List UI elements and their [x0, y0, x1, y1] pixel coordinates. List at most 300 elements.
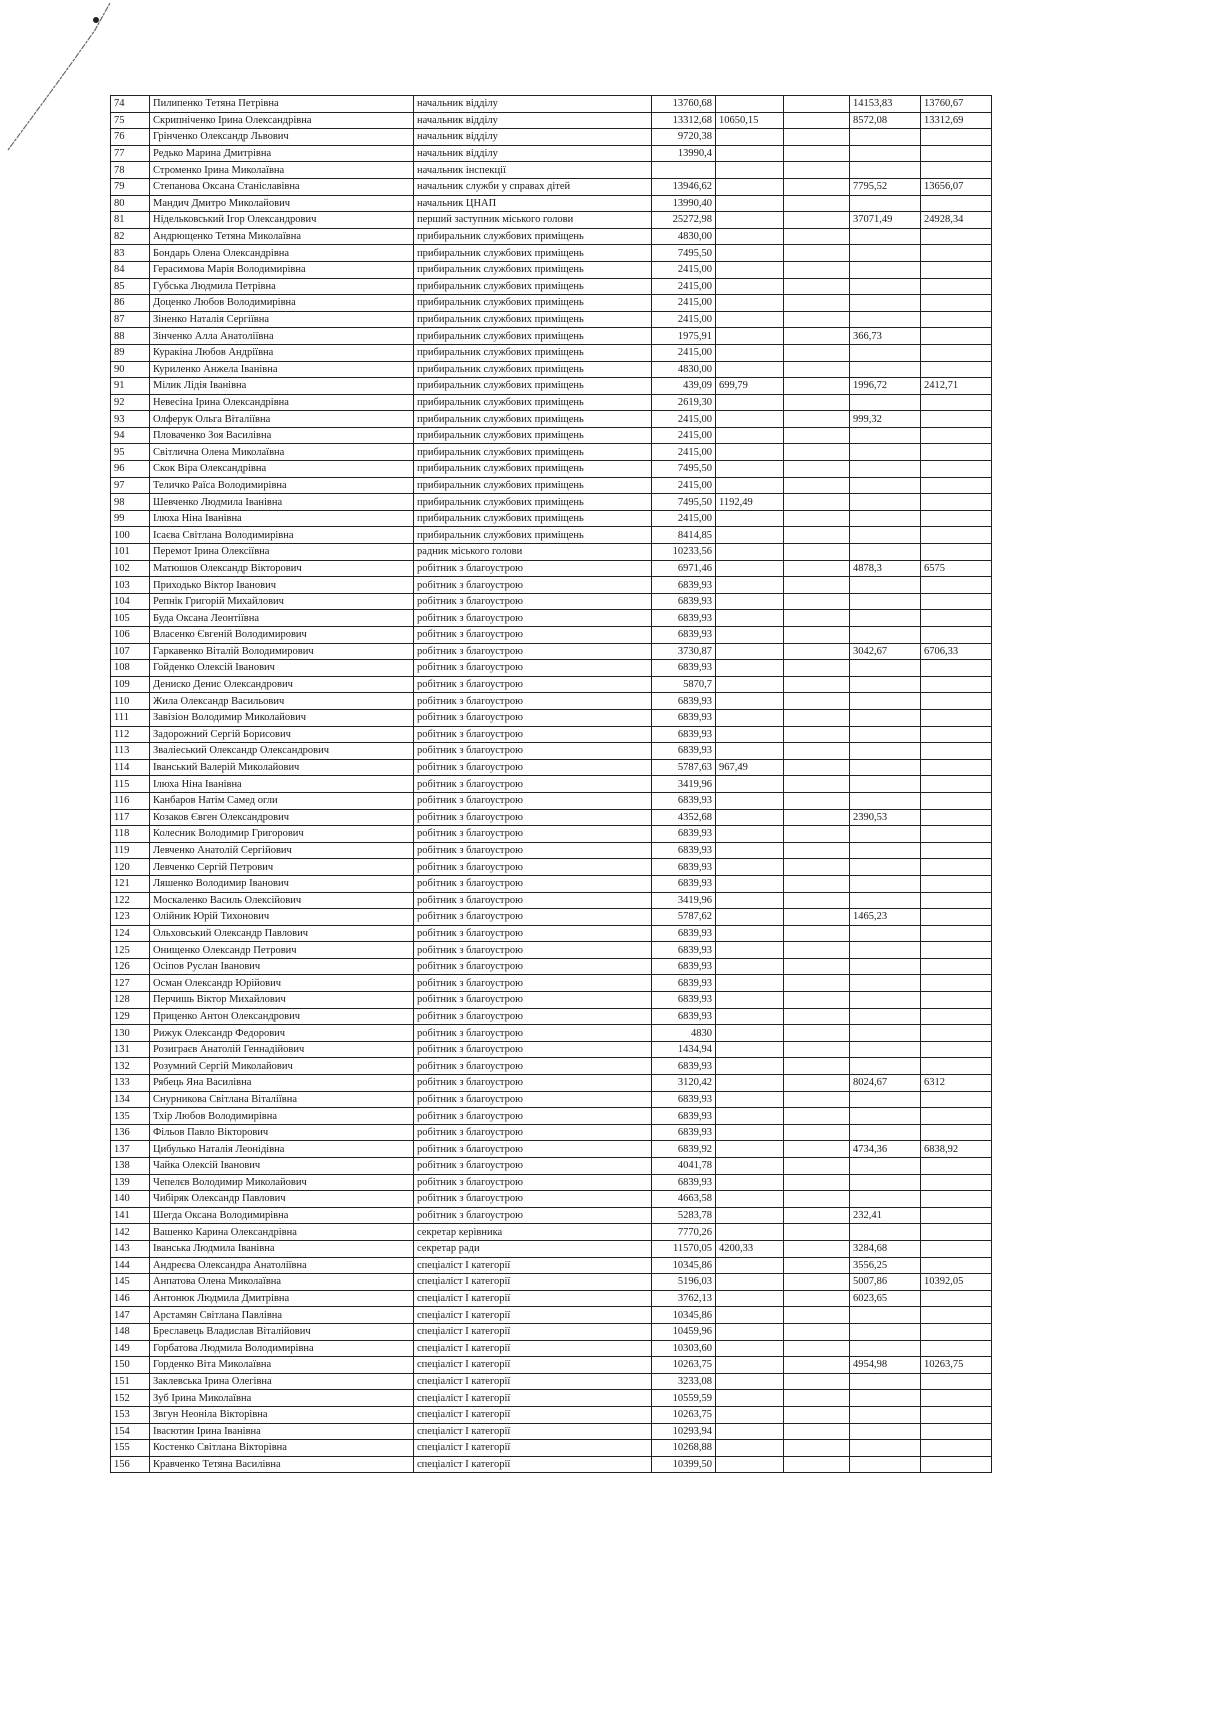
position-cell: робітник з благоустрою [414, 1141, 652, 1158]
table-row [111, 261, 992, 278]
amount-2-cell [716, 1307, 784, 1324]
amount-4-cell [850, 1423, 921, 1440]
amount-4-cell [850, 975, 921, 992]
amount-2-cell [716, 461, 784, 478]
amount-2-cell [716, 527, 784, 544]
position-cell: робітник з благоустрою [414, 643, 652, 660]
amount-1-cell: 1975,91 [652, 328, 716, 345]
row-number-cell: 76 [111, 129, 150, 146]
amount-1-cell: 10263,75 [652, 1357, 716, 1374]
amount-1-cell: 6839,93 [652, 593, 716, 610]
amount-3-cell [784, 444, 850, 461]
amount-4-cell: 2390,53 [850, 809, 921, 826]
amount-4-cell [850, 461, 921, 478]
amount-5-cell [921, 245, 992, 262]
amount-1-cell: 4663,58 [652, 1191, 716, 1208]
row-number-cell: 77 [111, 145, 150, 162]
amount-1-cell: 3419,96 [652, 892, 716, 909]
amount-2-cell [716, 743, 784, 760]
amount-3-cell [784, 245, 850, 262]
amount-3-cell [784, 1423, 850, 1440]
table-row [111, 1224, 992, 1241]
position-cell: спеціаліст І категорії [414, 1423, 652, 1440]
position-cell: прибиральник службових приміщень [414, 427, 652, 444]
table-row [111, 1307, 992, 1324]
row-number-cell: 90 [111, 361, 150, 378]
amount-4-cell [850, 842, 921, 859]
table-row [111, 162, 992, 179]
amount-2-cell [716, 1008, 784, 1025]
amount-3-cell [784, 1041, 850, 1058]
row-number-cell: 88 [111, 328, 150, 345]
amount-1-cell: 10268,88 [652, 1440, 716, 1457]
amount-2-cell [716, 162, 784, 179]
employee-name-cell: Пилипенко Тетяна Петрівна [150, 96, 414, 113]
amount-3-cell [784, 1307, 850, 1324]
amount-1-cell: 6839,93 [652, 726, 716, 743]
amount-4-cell [850, 1390, 921, 1407]
employee-name-cell: Левченко Анатолій Сергійович [150, 842, 414, 859]
employee-name-cell: Мілик Лідія Іванівна [150, 378, 414, 395]
amount-5-cell [921, 361, 992, 378]
employee-name-cell: Заклевська Ірина Олегівна [150, 1373, 414, 1390]
amount-5-cell [921, 627, 992, 644]
table-row [111, 278, 992, 295]
employee-name-cell: Москаленко Василь Олексійович [150, 892, 414, 909]
employee-name-cell: Жила Олександр Васильович [150, 693, 414, 710]
row-number-cell: 106 [111, 627, 150, 644]
amount-1-cell: 3120,42 [652, 1075, 716, 1092]
row-number-cell: 150 [111, 1357, 150, 1374]
table-row [111, 1340, 992, 1357]
position-cell: прибиральник службових приміщень [414, 261, 652, 278]
row-number-cell: 80 [111, 195, 150, 212]
table-row [111, 461, 992, 478]
employee-name-cell: Власенко Євгеній Володимирович [150, 627, 414, 644]
table-row [111, 875, 992, 892]
amount-2-cell [716, 676, 784, 693]
employee-name-cell: Зіненко Наталія Сергіївна [150, 311, 414, 328]
position-cell: спеціаліст І категорії [414, 1357, 652, 1374]
amount-4-cell [850, 195, 921, 212]
amount-1-cell: 5787,63 [652, 759, 716, 776]
amount-5-cell [921, 1025, 992, 1042]
amount-3-cell [784, 610, 850, 627]
table-row [111, 1108, 992, 1125]
position-cell: прибиральник службових приміщень [414, 344, 652, 361]
amount-5-cell [921, 344, 992, 361]
employee-name-cell: Анпатова Олена Миколаївна [150, 1274, 414, 1291]
position-cell: робітник з благоустрою [414, 1025, 652, 1042]
amount-3-cell [784, 1124, 850, 1141]
amount-1-cell: 1434,94 [652, 1041, 716, 1058]
amount-4-cell: 4878,3 [850, 560, 921, 577]
employee-name-cell: Герасимова Марія Володимирівна [150, 261, 414, 278]
amount-5-cell [921, 826, 992, 843]
amount-1-cell: 9720,38 [652, 129, 716, 146]
row-number-cell: 131 [111, 1041, 150, 1058]
amount-2-cell [716, 328, 784, 345]
table-row [111, 909, 992, 926]
amount-2-cell [716, 212, 784, 229]
amount-5-cell [921, 1240, 992, 1257]
amount-5-cell [921, 145, 992, 162]
row-number-cell: 111 [111, 709, 150, 726]
position-cell: робітник з благоустрою [414, 1191, 652, 1208]
employee-name-cell: Ісаєва Світлана Володимирівна [150, 527, 414, 544]
table-row [111, 792, 992, 809]
employee-name-cell: Рябець Яна Василівна [150, 1075, 414, 1092]
amount-5-cell [921, 892, 992, 909]
amount-2-cell [716, 942, 784, 959]
amount-5-cell [921, 328, 992, 345]
amount-1-cell: 3762,13 [652, 1290, 716, 1307]
table-row [111, 1274, 992, 1291]
table-row [111, 1456, 992, 1473]
amount-2-cell [716, 693, 784, 710]
row-number-cell: 94 [111, 427, 150, 444]
amount-1-cell: 2415,00 [652, 278, 716, 295]
row-number-cell: 103 [111, 577, 150, 594]
amount-5-cell [921, 660, 992, 677]
row-number-cell: 87 [111, 311, 150, 328]
amount-1-cell: 6839,92 [652, 1141, 716, 1158]
amount-2-cell: 967,49 [716, 759, 784, 776]
row-number-cell: 136 [111, 1124, 150, 1141]
position-cell: робітник з благоустрою [414, 1207, 652, 1224]
row-number-cell: 105 [111, 610, 150, 627]
position-cell: робітник з благоустрою [414, 1041, 652, 1058]
amount-4-cell: 3556,25 [850, 1257, 921, 1274]
table-row [111, 1058, 992, 1075]
amount-1-cell: 6839,93 [652, 958, 716, 975]
amount-2-cell [716, 544, 784, 561]
table-row [111, 394, 992, 411]
amount-3-cell [784, 1058, 850, 1075]
amount-5-cell [921, 1058, 992, 1075]
amount-5-cell: 6838,92 [921, 1141, 992, 1158]
row-number-cell: 152 [111, 1390, 150, 1407]
amount-3-cell [784, 560, 850, 577]
table-row [111, 859, 992, 876]
amount-3-cell [784, 1274, 850, 1291]
employee-name-cell: Арстамян Світлана Павлівна [150, 1307, 414, 1324]
amount-5-cell: 13312,69 [921, 112, 992, 129]
amount-3-cell [784, 826, 850, 843]
employee-name-cell: Бондарь Олена Олександрівна [150, 245, 414, 262]
amount-4-cell [850, 1307, 921, 1324]
amount-3-cell [784, 1224, 850, 1241]
amount-2-cell [716, 892, 784, 909]
row-number-cell: 112 [111, 726, 150, 743]
table-row [111, 1240, 992, 1257]
table-row [111, 328, 992, 345]
amount-1-cell: 4830 [652, 1025, 716, 1042]
amount-2-cell [716, 1323, 784, 1340]
amount-4-cell [850, 394, 921, 411]
table-row [111, 1440, 992, 1457]
amount-4-cell [850, 759, 921, 776]
amount-1-cell: 3730,87 [652, 643, 716, 660]
row-number-cell: 108 [111, 660, 150, 677]
amount-1-cell: 7495,50 [652, 494, 716, 511]
position-cell: спеціаліст І категорії [414, 1274, 652, 1291]
amount-3-cell [784, 510, 850, 527]
amount-5-cell: 24928,34 [921, 212, 992, 229]
amount-2-cell [716, 1041, 784, 1058]
employee-name-cell: Івасютин Ірина Іванівна [150, 1423, 414, 1440]
amount-2-cell [716, 278, 784, 295]
amount-3-cell [784, 1456, 850, 1473]
employee-name-cell: Колесник Володимир Григорович [150, 826, 414, 843]
employee-name-cell: Гойденко Олексій Іванович [150, 660, 414, 677]
amount-3-cell [784, 1158, 850, 1175]
amount-3-cell [784, 228, 850, 245]
employee-name-cell: Чайка Олексій Іванович [150, 1158, 414, 1175]
employee-name-cell: Цибулько Наталія Леонідівна [150, 1141, 414, 1158]
amount-2-cell [716, 958, 784, 975]
table-row [111, 361, 992, 378]
amount-5-cell [921, 1091, 992, 1108]
table-row [111, 842, 992, 859]
amount-3-cell [784, 1207, 850, 1224]
amount-3-cell [784, 1091, 850, 1108]
amount-3-cell [784, 295, 850, 312]
position-cell: прибиральник службових приміщень [414, 311, 652, 328]
employee-name-cell: Доценко Любов Володимирівна [150, 295, 414, 312]
row-number-cell: 140 [111, 1191, 150, 1208]
amount-5-cell [921, 444, 992, 461]
amount-3-cell [784, 1075, 850, 1092]
position-cell: прибиральник службових приміщень [414, 328, 652, 345]
table-row [111, 477, 992, 494]
row-number-cell: 129 [111, 1008, 150, 1025]
position-cell: робітник з благоустрою [414, 909, 652, 926]
amount-1-cell: 6839,93 [652, 925, 716, 942]
amount-3-cell [784, 709, 850, 726]
employee-name-cell: Ольховський Олександр Павлович [150, 925, 414, 942]
employee-name-cell: Антонюк Людмила Дмитрівна [150, 1290, 414, 1307]
row-number-cell: 86 [111, 295, 150, 312]
position-cell: прибиральник службових приміщень [414, 378, 652, 395]
amount-5-cell: 10263,75 [921, 1357, 992, 1374]
employee-name-cell: Канбаров Натім Самед огли [150, 792, 414, 809]
amount-1-cell: 6839,93 [652, 975, 716, 992]
employee-name-cell: Осіпов Руслан Іванович [150, 958, 414, 975]
amount-3-cell [784, 527, 850, 544]
row-number-cell: 133 [111, 1075, 150, 1092]
table-row [111, 1290, 992, 1307]
amount-2-cell [716, 1440, 784, 1457]
amount-2-cell: 699,79 [716, 378, 784, 395]
row-number-cell: 93 [111, 411, 150, 428]
position-cell: робітник з благоустрою [414, 627, 652, 644]
amount-4-cell [850, 627, 921, 644]
amount-3-cell [784, 344, 850, 361]
amount-2-cell: 10650,15 [716, 112, 784, 129]
amount-3-cell [784, 461, 850, 478]
amount-2-cell [716, 1390, 784, 1407]
table-row [111, 676, 992, 693]
amount-5-cell [921, 278, 992, 295]
employee-name-cell: Грінченко Олександр Львович [150, 129, 414, 146]
amount-4-cell [850, 859, 921, 876]
amount-3-cell [784, 892, 850, 909]
amount-5-cell [921, 726, 992, 743]
position-cell: прибиральник службових приміщень [414, 228, 652, 245]
amount-5-cell [921, 610, 992, 627]
table-row [111, 759, 992, 776]
amount-4-cell: 7795,52 [850, 178, 921, 195]
amount-2-cell [716, 1406, 784, 1423]
employee-name-cell: Тхір Любов Володимирівна [150, 1108, 414, 1125]
amount-4-cell [850, 494, 921, 511]
row-number-cell: 148 [111, 1323, 150, 1340]
amount-2-cell [716, 444, 784, 461]
row-number-cell: 146 [111, 1290, 150, 1307]
row-number-cell: 124 [111, 925, 150, 942]
position-cell: робітник з благоустрою [414, 975, 652, 992]
amount-4-cell [850, 544, 921, 561]
position-cell: начальник інспекції [414, 162, 652, 179]
amount-3-cell [784, 1323, 850, 1340]
amount-4-cell: 1465,23 [850, 909, 921, 926]
employee-name-cell: Скрипніченко Ірина Олександрівна [150, 112, 414, 129]
employee-name-cell: Ляшенко Володимир Іванович [150, 875, 414, 892]
amount-4-cell [850, 245, 921, 262]
employee-name-cell: Зінченко Алла Анатоліївна [150, 328, 414, 345]
amount-1-cell: 6839,93 [652, 792, 716, 809]
amount-4-cell [850, 295, 921, 312]
position-cell: начальник відділу [414, 129, 652, 146]
amount-4-cell [850, 527, 921, 544]
position-cell: робітник з благоустрою [414, 676, 652, 693]
employee-name-cell: Ілюха Ніна Іванівна [150, 776, 414, 793]
amount-4-cell: 3042,67 [850, 643, 921, 660]
row-number-cell: 128 [111, 992, 150, 1009]
employee-name-cell: Світлична Олена Миколаївна [150, 444, 414, 461]
employee-name-cell: Строменко Ірина Миколаївна [150, 162, 414, 179]
amount-3-cell [784, 1025, 850, 1042]
amount-2-cell [716, 178, 784, 195]
amount-1-cell: 2415,00 [652, 477, 716, 494]
amount-4-cell [850, 228, 921, 245]
amount-5-cell [921, 676, 992, 693]
position-cell: робітник з благоустрою [414, 560, 652, 577]
table-body [111, 96, 992, 1473]
amount-1-cell: 6839,93 [652, 660, 716, 677]
table-row [111, 610, 992, 627]
table-row [111, 295, 992, 312]
amount-5-cell: 13760,67 [921, 96, 992, 113]
row-number-cell: 89 [111, 344, 150, 361]
amount-5-cell: 10392,05 [921, 1274, 992, 1291]
table-row [111, 942, 992, 959]
amount-1-cell: 4041,78 [652, 1158, 716, 1175]
row-number-cell: 144 [111, 1257, 150, 1274]
amount-2-cell [716, 842, 784, 859]
amount-1-cell: 2415,00 [652, 510, 716, 527]
amount-5-cell [921, 1423, 992, 1440]
amount-3-cell [784, 477, 850, 494]
amount-2-cell [716, 776, 784, 793]
position-cell: спеціаліст І категорії [414, 1323, 652, 1340]
amount-2-cell [716, 1091, 784, 1108]
amount-1-cell: 10263,75 [652, 1406, 716, 1423]
employee-name-cell: Приценко Антон Олександрович [150, 1008, 414, 1025]
amount-2-cell [716, 826, 784, 843]
amount-4-cell [850, 726, 921, 743]
amount-3-cell [784, 577, 850, 594]
employee-name-cell: Шевченко Людмила Іванівна [150, 494, 414, 511]
amount-5-cell [921, 693, 992, 710]
position-cell: робітник з благоустрою [414, 693, 652, 710]
amount-3-cell [784, 261, 850, 278]
position-cell: начальник відділу [414, 96, 652, 113]
amount-2-cell [716, 145, 784, 162]
employee-name-cell: Ілюха Ніна Іванівна [150, 510, 414, 527]
table-row [111, 1091, 992, 1108]
amount-1-cell: 2415,00 [652, 411, 716, 428]
amount-1-cell: 13760,68 [652, 96, 716, 113]
amount-4-cell [850, 875, 921, 892]
amount-2-cell [716, 1158, 784, 1175]
amount-3-cell [784, 660, 850, 677]
amount-5-cell [921, 411, 992, 428]
position-cell: робітник з благоустрою [414, 892, 652, 909]
amount-4-cell [850, 1191, 921, 1208]
amount-4-cell [850, 311, 921, 328]
position-cell: робітник з благоустрою [414, 759, 652, 776]
amount-3-cell [784, 925, 850, 942]
row-number-cell: 78 [111, 162, 150, 179]
amount-4-cell [850, 693, 921, 710]
amount-4-cell [850, 593, 921, 610]
amount-1-cell: 4352,68 [652, 809, 716, 826]
amount-5-cell [921, 1290, 992, 1307]
table-row [111, 1423, 992, 1440]
amount-4-cell [850, 776, 921, 793]
amount-1-cell: 11570,05 [652, 1240, 716, 1257]
amount-4-cell [850, 1440, 921, 1457]
amount-3-cell [784, 875, 850, 892]
amount-2-cell [716, 627, 784, 644]
amount-2-cell [716, 1207, 784, 1224]
amount-1-cell: 10293,94 [652, 1423, 716, 1440]
table-row [111, 344, 992, 361]
amount-2-cell [716, 992, 784, 1009]
amount-3-cell [784, 1440, 850, 1457]
position-cell: прибиральник службових приміщень [414, 278, 652, 295]
row-number-cell: 75 [111, 112, 150, 129]
amount-1-cell: 6839,93 [652, 859, 716, 876]
amount-4-cell [850, 444, 921, 461]
amount-3-cell [784, 975, 850, 992]
position-cell: робітник з благоустрою [414, 610, 652, 627]
amount-1-cell: 5787,62 [652, 909, 716, 926]
employee-name-cell: Снурникова Світлана Віталіївна [150, 1091, 414, 1108]
amount-1-cell [652, 162, 716, 179]
amount-1-cell: 7495,50 [652, 461, 716, 478]
amount-2-cell [716, 1373, 784, 1390]
position-cell: робітник з благоустрою [414, 809, 652, 826]
position-cell: прибиральник службових приміщень [414, 494, 652, 511]
amount-1-cell: 6971,46 [652, 560, 716, 577]
amount-5-cell [921, 544, 992, 561]
amount-1-cell: 2415,00 [652, 295, 716, 312]
employee-name-cell: Пловаченко Зоя Василівна [150, 427, 414, 444]
position-cell: прибиральник службових приміщень [414, 477, 652, 494]
